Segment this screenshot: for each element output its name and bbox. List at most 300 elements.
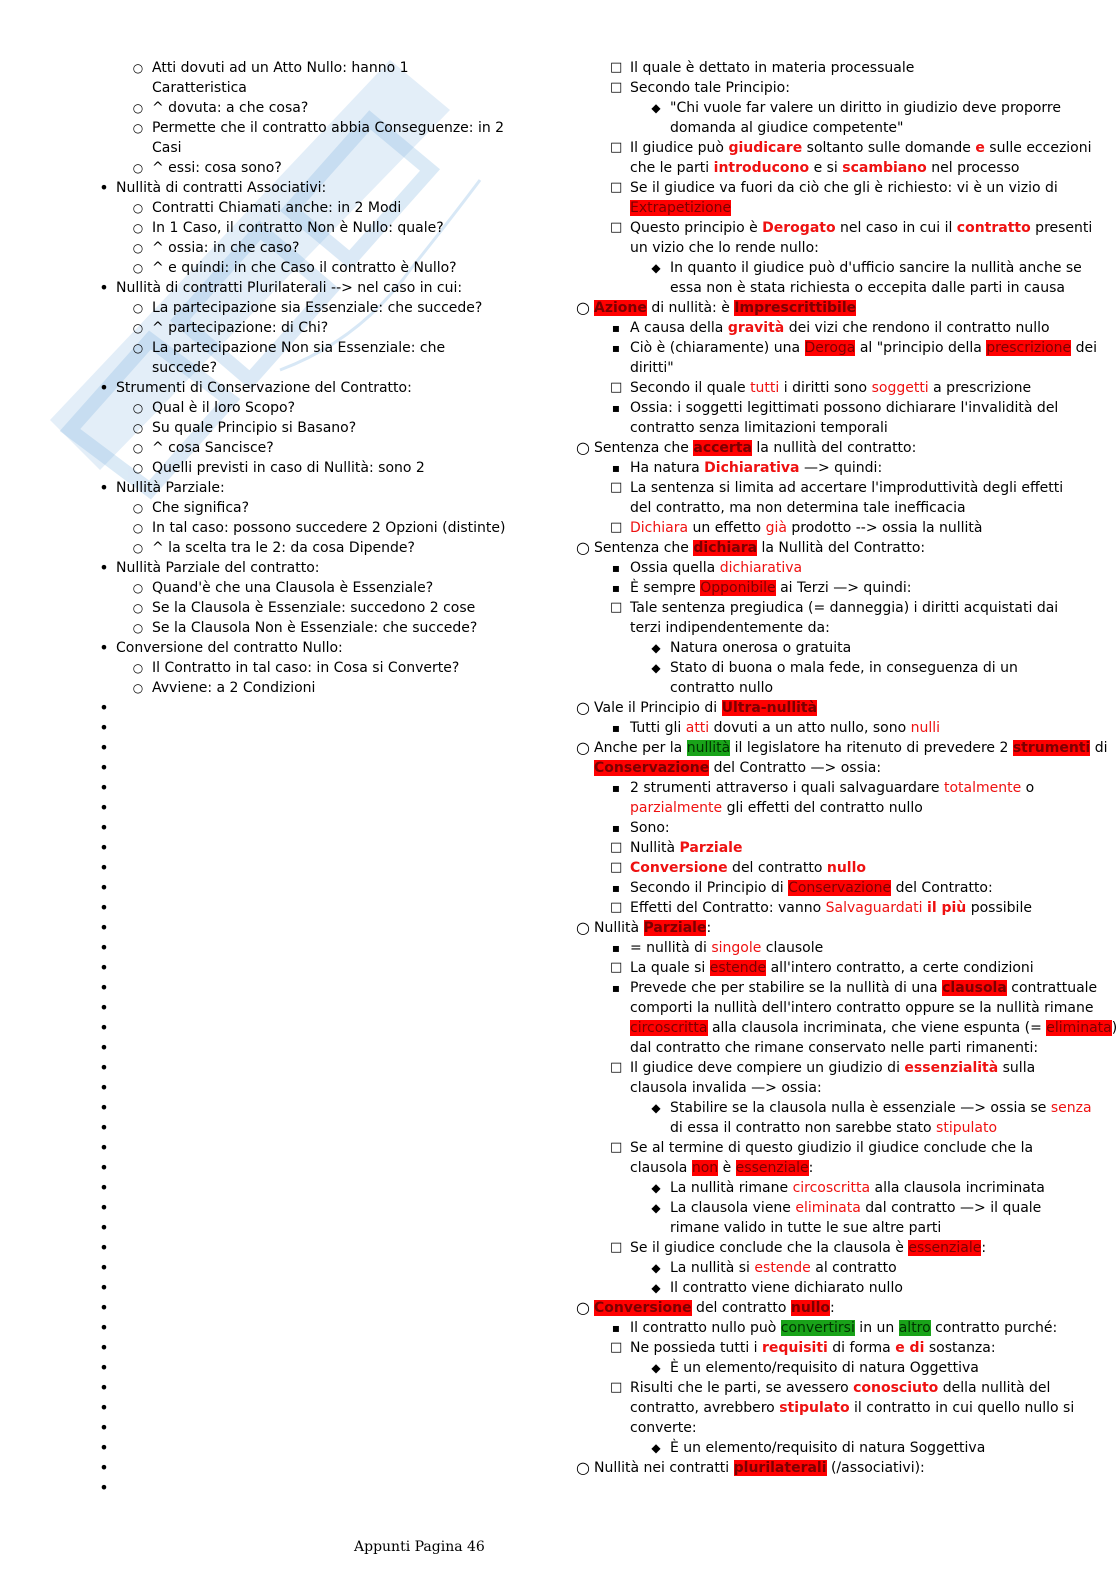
left-line	[98, 538, 493, 558]
right-line	[576, 358, 1108, 378]
line-text	[630, 200, 731, 216]
text-run: Strumenti di Conservazione del Contratto:	[116, 380, 412, 396]
right-line	[576, 438, 1108, 458]
right-line	[576, 1358, 1108, 1378]
line-text	[630, 560, 802, 576]
bullet-icon: •	[99, 758, 109, 777]
bullet-icon: •	[99, 1378, 109, 1397]
right-line	[576, 1298, 1108, 1318]
bullet-icon: ▪	[611, 461, 621, 475]
bullet-icon: •	[99, 898, 109, 917]
highlighted-term: circoscritta	[792, 1180, 871, 1196]
bullet-icon: ◆	[651, 1441, 661, 1455]
left-line	[98, 1018, 493, 1038]
text-run: Nullità Parziale:	[116, 480, 225, 496]
bullet-icon: •	[99, 1398, 109, 1417]
bullet-icon: ○	[132, 441, 144, 455]
right-line	[576, 298, 1108, 318]
left-line	[98, 318, 493, 338]
bullet-icon: ◆	[651, 1181, 661, 1195]
line-text	[670, 680, 773, 696]
left-line	[98, 1438, 493, 1458]
bullet-icon: ◆	[651, 1101, 661, 1115]
right-line	[576, 1198, 1108, 1218]
left-column	[98, 58, 506, 1497]
highlighted-term: convertirsi	[780, 1320, 855, 1336]
text-run: Se la Clausola Non è Essenziale: che succede?	[152, 620, 478, 636]
highlighted-term: già	[765, 520, 787, 536]
right-line	[576, 1278, 1108, 1298]
text-run: È sempre	[630, 580, 701, 596]
bullet-icon: □	[610, 1340, 623, 1355]
highlighted-term: strumenti	[1012, 740, 1091, 756]
text-run: :	[981, 1240, 987, 1256]
line-text	[152, 220, 444, 236]
highlighted-term: Opponibile	[700, 580, 776, 596]
text-run: dei	[1071, 340, 1097, 356]
line-text	[594, 740, 1108, 756]
left-line	[98, 1338, 493, 1358]
left-line	[98, 858, 493, 878]
left-line	[98, 98, 493, 118]
text-run: contratto purché:	[930, 1320, 1058, 1336]
bullet-icon: ◆	[651, 641, 661, 655]
bullet-icon: □	[610, 600, 623, 615]
text-run: Ha natura	[630, 460, 705, 476]
right-line	[576, 558, 1108, 578]
text-run: sulle eccezioni	[984, 140, 1092, 156]
left-line	[98, 758, 493, 778]
highlighted-term: scambiano	[842, 160, 927, 176]
text-run: Ne possieda tutti i	[630, 1340, 763, 1356]
line-text	[116, 640, 343, 656]
text-run: La nullità si	[670, 1260, 755, 1276]
text-run: nel caso in cui il	[835, 220, 957, 236]
highlighted-term: Conservazione	[594, 760, 710, 776]
bullet-icon: ○	[132, 301, 144, 315]
highlighted-term: Derogato	[762, 220, 836, 236]
highlighted-term: Deroga	[804, 340, 856, 356]
left-line	[98, 518, 506, 538]
text-run: Questo principio è	[630, 220, 763, 236]
right-line	[576, 958, 1108, 978]
line-text	[630, 1160, 813, 1176]
bullet-icon: •	[99, 1098, 109, 1117]
right-line	[576, 698, 1108, 718]
text-run: Se il giudice conclude che la clausola è	[630, 1240, 909, 1256]
bullet-icon: ○	[132, 201, 144, 215]
bullet-icon: ○	[132, 521, 144, 535]
line-text	[630, 860, 866, 876]
left-line	[98, 238, 493, 258]
text-run: Prevede che per stabilire se la nullità di una	[630, 980, 943, 996]
text-run: a prescrizione	[928, 380, 1032, 396]
bullet-icon: •	[99, 838, 109, 857]
bullet-icon: □	[610, 480, 623, 495]
right-line	[576, 658, 1108, 678]
text-run: Risulti che le parti, se avessero	[630, 1380, 854, 1396]
left-line	[98, 738, 493, 758]
line-text	[630, 940, 823, 956]
line-text	[152, 160, 282, 176]
text-run: La sentenza si limita ad accertare l'improduttività degli effetti	[630, 480, 1064, 496]
left-line	[98, 638, 493, 658]
line-text	[630, 880, 993, 896]
text-run: di forma	[827, 1340, 896, 1356]
bullet-icon: ○	[576, 1298, 590, 1317]
highlighted-term: Azione	[594, 300, 647, 316]
text-run: Anche per la	[594, 740, 687, 756]
line-text	[152, 540, 415, 556]
line-text	[670, 260, 1082, 276]
bullet-icon: •	[99, 378, 109, 397]
highlighted-term: accerta	[693, 440, 752, 456]
left-line	[98, 678, 493, 698]
text-run: contratto nullo	[670, 680, 774, 696]
line-text	[630, 820, 670, 836]
highlighted-term: non	[691, 1160, 719, 1176]
bullet-icon: □	[610, 840, 623, 855]
bullet-icon: •	[99, 1258, 109, 1277]
bullet-icon: •	[99, 1298, 109, 1317]
bullet-icon: •	[99, 998, 109, 1017]
bullet-icon: □	[610, 1240, 623, 1255]
bullet-icon: ○	[132, 121, 144, 135]
text-run: Nullità	[630, 840, 680, 856]
text-run: Nullità di contratti Associativi:	[116, 180, 327, 196]
bullet-icon: •	[99, 1198, 109, 1217]
text-run: La quale si	[630, 960, 710, 976]
left-line	[98, 1158, 493, 1178]
left-line	[98, 878, 493, 898]
left-line	[98, 1318, 493, 1338]
left-line	[98, 1098, 493, 1118]
text-run: Avviene: a 2 Condizioni	[152, 680, 316, 696]
line-text	[670, 120, 903, 136]
text-run: La partecipazione Non sia Essenziale: che	[152, 340, 446, 356]
bullet-icon: ▪	[611, 1321, 621, 1335]
right-line	[576, 978, 1108, 998]
text-run: Il Contratto in tal caso: in Cosa si Converte?	[152, 660, 460, 676]
highlighted-term: requisiti	[762, 1340, 828, 1356]
page-number: Appunti Pagina 46	[354, 1539, 485, 1555]
bullet-icon: ▪	[611, 561, 621, 575]
right-line	[576, 178, 1108, 198]
left-line	[98, 1258, 493, 1278]
bullet-icon: ◆	[651, 1201, 661, 1215]
right-line	[576, 1158, 1108, 1178]
line-text	[630, 1420, 697, 1436]
highlighted-term: nullo	[826, 860, 867, 876]
left-line	[98, 1118, 493, 1138]
text-run: È un elemento/requisito di natura Soggettiva	[670, 1440, 986, 1456]
highlighted-term: singole	[711, 940, 762, 956]
bullet-icon: □	[610, 220, 623, 235]
text-run: comporti la nullità dell'intero contratto oppure se la nullità rimane	[630, 1000, 1094, 1016]
text-run: che le parti	[630, 160, 714, 176]
right-line	[576, 1098, 1108, 1118]
line-text	[670, 1360, 979, 1376]
line-text	[152, 660, 459, 676]
right-line	[576, 1318, 1108, 1338]
right-line	[576, 1058, 1108, 1078]
left-line	[98, 458, 493, 478]
right-line	[576, 1438, 1108, 1458]
highlighted-term: gravità	[727, 320, 785, 336]
text-run: La nullità rimane	[670, 1180, 793, 1196]
line-text	[630, 1400, 1074, 1416]
line-text	[630, 720, 940, 736]
text-run: la Nullità del Contratto:	[757, 540, 926, 556]
bullet-icon: ○	[576, 918, 590, 937]
line-text	[594, 700, 817, 716]
right-line	[576, 538, 1108, 558]
bullet-icon: ○	[132, 581, 144, 595]
bullet-icon: ○	[132, 221, 144, 235]
line-text	[630, 1340, 996, 1356]
text-run: Tale sentenza pregiudica (= danneggia) i diritti acquistati dai	[630, 600, 1059, 616]
right-line	[576, 478, 1108, 498]
text-run: al "principio della	[855, 340, 987, 356]
text-run: 2 strumenti attraverso i quali salvaguardare	[630, 780, 944, 796]
bullet-icon: ○	[132, 461, 144, 475]
line-text	[630, 980, 1097, 996]
text-run: rimane valido in tutte le sue altre parti	[670, 1220, 942, 1236]
line-text	[152, 240, 299, 256]
left-line	[98, 1238, 493, 1258]
bullet-icon: •	[99, 1418, 109, 1437]
text-run: Permette che il contratto abbia Conseguenze: in 2	[152, 120, 505, 136]
left-line	[98, 558, 493, 578]
line-text	[152, 440, 274, 456]
text-run: Il contratto viene dichiarato nullo	[670, 1280, 903, 1296]
bullet-icon: •	[99, 858, 109, 877]
highlighted-term: estende	[754, 1260, 811, 1276]
right-line	[576, 1178, 1108, 1198]
right-line	[576, 118, 1108, 138]
line-text	[630, 60, 914, 76]
text-run: Quand'è che una Clausola è Essenziale?	[152, 580, 434, 596]
line-text	[630, 480, 1063, 496]
right-line	[576, 838, 1108, 858]
line-text	[630, 460, 882, 476]
left-line	[98, 818, 493, 838]
line-text	[594, 760, 881, 776]
highlighted-term: tutti	[750, 380, 780, 396]
text-run: Nullità nei contratti	[594, 1460, 734, 1476]
bullet-icon: ○	[132, 261, 144, 275]
text-run: Che significa?	[152, 500, 250, 516]
text-run: converte:	[630, 1420, 697, 1436]
right-line	[576, 878, 1108, 898]
highlighted-term: Extrapetizione	[630, 200, 732, 216]
right-line	[576, 1258, 1108, 1278]
left-line	[98, 658, 493, 678]
left-line	[98, 158, 493, 178]
line-text	[594, 1300, 835, 1316]
bullet-icon: •	[99, 958, 109, 977]
bullet-icon: •	[99, 698, 109, 717]
text-run: è	[718, 1160, 736, 1176]
right-line	[576, 258, 1108, 278]
right-line	[576, 938, 1108, 958]
bullet-icon: •	[99, 1238, 109, 1257]
bullet-icon: •	[99, 938, 109, 957]
left-line	[98, 598, 493, 618]
highlighted-term: altro	[898, 1320, 931, 1336]
line-text	[630, 380, 1031, 396]
text-run: possibile	[966, 900, 1032, 916]
line-text	[630, 1000, 1093, 1016]
text-run: :	[706, 920, 712, 936]
right-line	[576, 338, 1108, 358]
left-line	[98, 58, 493, 78]
bullet-icon: □	[610, 140, 623, 155]
highlighted-term: stipulato	[779, 1400, 850, 1416]
bullet-icon: ○	[132, 61, 144, 75]
text-run: Il giudice deve compiere un giudizio di	[630, 1060, 905, 1076]
line-text	[630, 1240, 986, 1256]
right-line	[576, 998, 1108, 1018]
text-run: soltanto sulle domande	[802, 140, 976, 156]
bullet-icon: •	[99, 638, 109, 657]
line-text	[670, 1180, 1045, 1196]
highlighted-term: essenziale	[735, 1160, 809, 1176]
text-run: ^ partecipazione: di Chi?	[152, 320, 329, 336]
highlighted-term: estende	[709, 960, 767, 976]
right-line	[576, 518, 1108, 538]
text-run: del Contratto —> ossia:	[709, 760, 882, 776]
highlighted-term: Conservazione	[788, 880, 892, 896]
right-line	[576, 398, 1108, 418]
right-line	[576, 758, 1108, 778]
left-line	[98, 358, 493, 378]
bullet-icon: □	[610, 860, 623, 875]
bullet-icon: •	[99, 738, 109, 757]
highlighted-term: Dichiarativa	[704, 460, 800, 476]
bullet-icon: ○	[576, 738, 590, 757]
right-line	[576, 1138, 1108, 1158]
right-line	[576, 898, 1108, 918]
right-line	[576, 1118, 1108, 1138]
highlighted-term: Salvaguardati	[825, 900, 923, 916]
text-run: In tal caso: possono succedere 2 Opzioni (distinte)	[152, 520, 506, 536]
right-line	[576, 218, 1108, 238]
bullet-icon: •	[99, 1438, 109, 1457]
bullet-icon: •	[99, 1278, 109, 1297]
left-line	[98, 218, 493, 238]
left-line	[98, 198, 493, 218]
bullet-icon: •	[99, 178, 109, 197]
right-line	[576, 718, 1108, 738]
line-text	[116, 180, 326, 196]
text-run: Tutti gli	[630, 720, 686, 736]
line-text	[670, 280, 1065, 296]
text-run: contrattuale	[1006, 980, 1098, 996]
line-text	[152, 360, 217, 376]
text-run: Qual è il loro Scopo?	[152, 400, 296, 416]
line-text	[152, 140, 182, 156]
line-text	[670, 660, 1018, 676]
text-run: della nullità del	[938, 1380, 1051, 1396]
bullet-icon: ○	[576, 698, 590, 717]
text-run: clausola	[630, 1160, 692, 1176]
text-run: dal contratto che rimane conservato nelle parti rimanenti:	[630, 1040, 1039, 1056]
line-text	[116, 280, 462, 296]
text-run: ^ dovuta: a che cosa?	[152, 100, 309, 116]
bullet-icon: ▪	[611, 341, 621, 355]
text-run: Natura onerosa o gratuita	[670, 640, 852, 656]
text-run: in un	[854, 1320, 899, 1336]
left-line	[98, 1298, 493, 1318]
bullet-icon: ▪	[611, 941, 621, 955]
bullet-icon: •	[99, 1018, 109, 1037]
line-text	[116, 380, 412, 396]
right-line	[576, 1078, 1108, 1098]
text-run: sulla	[998, 1060, 1036, 1076]
line-text	[152, 520, 505, 536]
bullet-icon: •	[99, 1338, 109, 1357]
line-text	[630, 1060, 1035, 1076]
bullet-icon: ○	[576, 1458, 590, 1477]
highlighted-term: introducono	[713, 160, 810, 176]
text-run: Sono:	[630, 820, 670, 836]
highlighted-term: Parziale	[643, 920, 707, 936]
text-run: il legislatore ha ritenuto di prevedere 2	[730, 740, 1013, 756]
line-text	[116, 560, 320, 576]
highlighted-term: clausola	[942, 980, 1007, 996]
line-text	[630, 320, 1050, 336]
right-line	[576, 418, 1108, 438]
bullet-icon: ◆	[651, 1261, 661, 1275]
bullet-icon: •	[99, 1478, 109, 1497]
line-text	[630, 840, 742, 856]
text-run: contratto senza limitazioni temporali	[630, 420, 888, 436]
line-text	[630, 1080, 822, 1096]
text-run: Nullità	[594, 920, 644, 936]
bullet-icon: ○	[576, 438, 590, 457]
line-text	[594, 440, 916, 456]
highlighted-term: Ultra-nullità	[721, 700, 818, 716]
bullet-icon: •	[99, 1458, 109, 1477]
left-line	[98, 258, 493, 278]
text-run: dei vizi che rendono il contratto nullo	[784, 320, 1050, 336]
text-run: = nullità di	[630, 940, 712, 956]
bullet-icon: •	[99, 558, 109, 577]
bullet-icon: •	[99, 278, 109, 297]
highlighted-term: nullità	[686, 740, 731, 756]
bullet-icon: □	[610, 520, 623, 535]
text-run: Il quale è dettato in materia processuale	[630, 60, 915, 76]
text-run: di	[1090, 740, 1108, 756]
left-line	[98, 718, 493, 738]
line-text	[630, 400, 1058, 416]
text-run: il contratto in cui quello nullo si	[849, 1400, 1075, 1416]
line-text	[630, 1380, 1050, 1396]
highlighted-term: circoscritta	[630, 1020, 708, 1036]
bullet-icon: ▪	[611, 781, 621, 795]
text-run: un vizio che lo rende nullo:	[630, 240, 819, 256]
bullet-icon: □	[610, 80, 623, 95]
highlighted-term: eliminata	[1046, 1020, 1112, 1036]
left-line	[98, 978, 493, 998]
line-text	[670, 100, 1061, 116]
bullet-icon: ▪	[611, 721, 621, 735]
left-line	[98, 918, 493, 938]
right-line	[576, 378, 1108, 398]
bullet-icon: ○	[132, 241, 144, 255]
line-text	[152, 500, 249, 516]
